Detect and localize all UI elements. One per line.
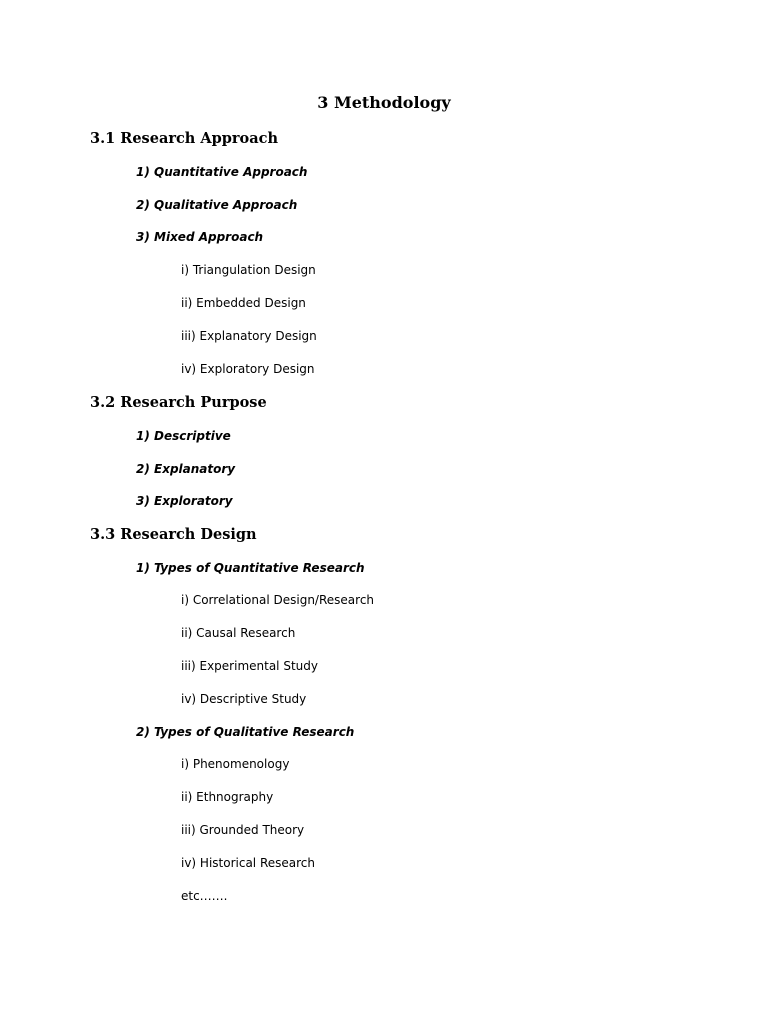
subsection-heading-qualitative-research: 2) Types of Qualitative Research [136,725,355,739]
list-item: i) Correlational Design/Research [181,593,375,607]
subsection-heading-descriptive: 1) Descriptive [136,429,231,443]
section-heading-research-approach: 3.1 Research Approach [90,130,278,147]
subsection-heading-qualitative-approach: 2) Qualitative Approach [136,198,298,212]
list-item: ii) Embedded Design [181,296,306,310]
list-item: i) Phenomenology [181,757,290,771]
subsection-heading-explanatory: 2) Explanatory [136,462,236,476]
list-item: iv) Descriptive Study [181,692,307,706]
section-heading-research-design: 3.3 Research Design [90,526,257,543]
list-item: iii) Grounded Theory [181,823,305,837]
subsection-heading-mixed-approach: 3) Mixed Approach [136,230,264,244]
section-heading-research-purpose: 3.2 Research Purpose [90,394,267,411]
document-title: 3 Methodology [317,93,451,112]
subsection-heading-quantitative-approach: 1) Quantitative Approach [136,165,308,179]
list-item: iv) Historical Research [181,856,315,870]
subsection-heading-exploratory: 3) Exploratory [136,494,233,508]
list-item: iii) Explanatory Design [181,329,317,343]
list-item: ii) Ethnography [181,790,274,804]
list-item: ii) Causal Research [181,626,296,640]
list-item: iii) Experimental Study [181,659,318,673]
list-item: etc……. [181,889,228,903]
list-item: i) Triangulation Design [181,263,316,277]
subsection-heading-quantitative-research: 1) Types of Quantitative Research [136,561,365,575]
list-item: iv) Exploratory Design [181,362,315,376]
